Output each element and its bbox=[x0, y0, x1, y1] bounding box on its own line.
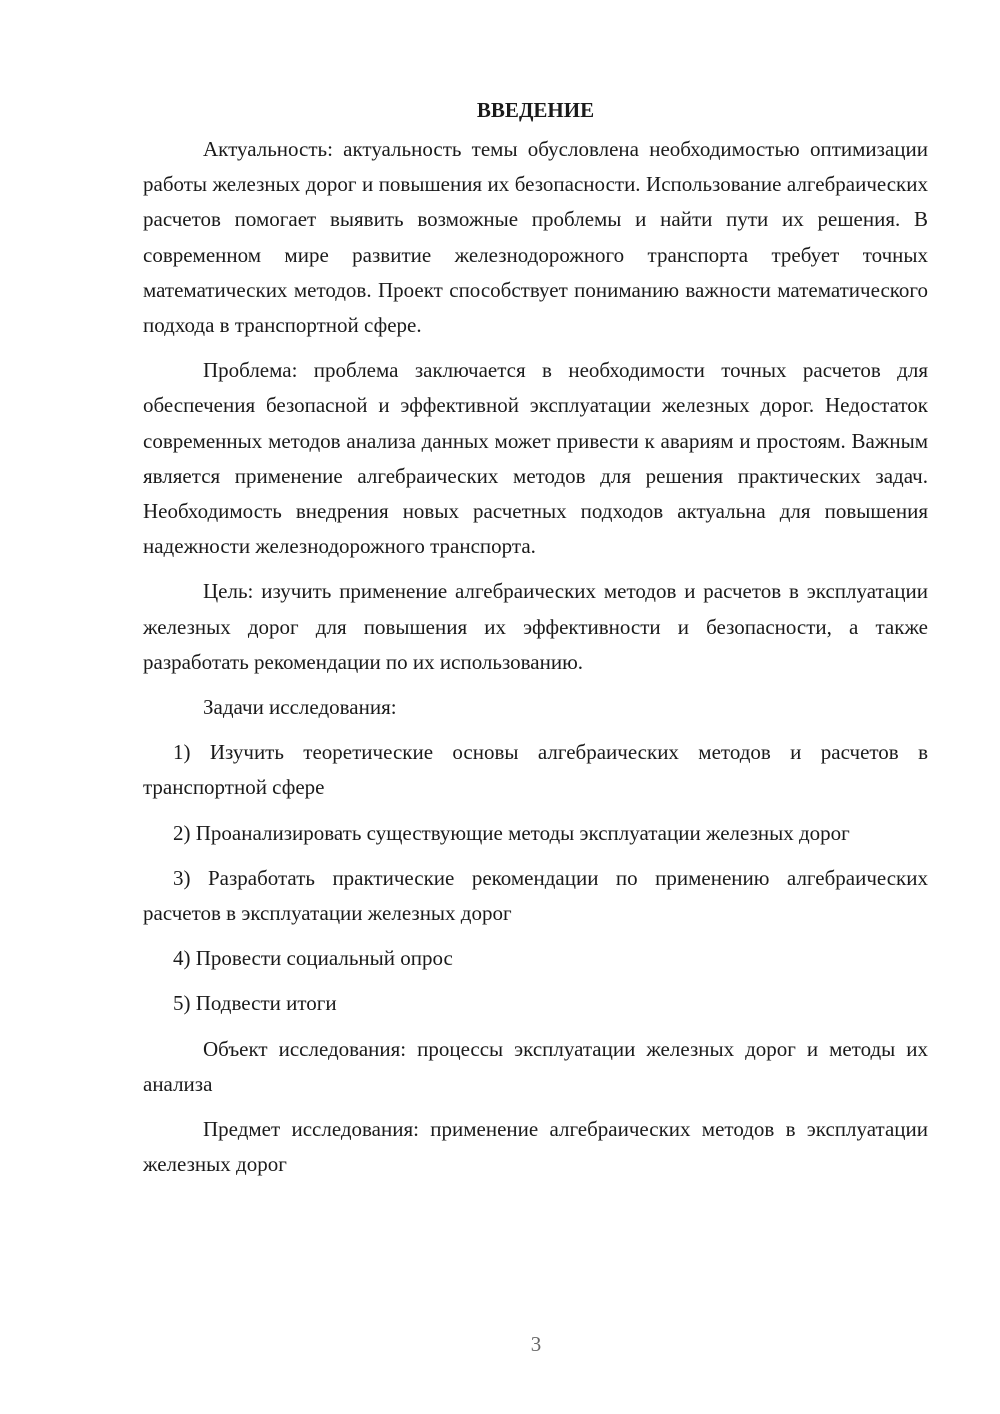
page-number: 3 bbox=[530, 1332, 542, 1356]
task-item: 5) Подвести итоги bbox=[173, 991, 337, 1016]
object-paragraph: Объект исследования: процессы эксплуатации железных дорог и методы их анализа bbox=[143, 1036, 928, 1096]
task-item: 2) Проанализировать существующие методы эксплуатации железных дорог bbox=[173, 820, 850, 845]
document-title: ВВЕДЕНИЕ bbox=[476, 98, 595, 122]
document-page bbox=[143, 88, 928, 1192]
task-item: 1) Изучить теоретические основы алгебраических методов и расчетов в транспортной сфере bbox=[143, 740, 928, 800]
task-item: 3) Разработать практические рекомендации по применению алгебраических расчетов в эксплуатации железных дорог bbox=[143, 865, 928, 926]
task-item: 4) Провести социальный опрос bbox=[173, 946, 453, 971]
tasks-heading: Задачи исследования: bbox=[203, 695, 397, 720]
relevance-paragraph: Актуальность: актуальность темы обусловлена необходимостью оптимизации работы железных дорог и повышения их безопасности. Использование алгебраических расчетов помогает выявить возможные проблемы и найти пути их решения. В современном мире развитие железнодорожного транспорта требует точных математических методов. Проект способствует пониманию важности математического подхода в транспортной сфере. bbox=[143, 137, 928, 338]
subject-paragraph: Предмет исследования: применение алгебраических методов в эксплуатации железных дорог bbox=[143, 1117, 928, 1177]
goal-paragraph: Цель: изучить применение алгебраических методов и расчетов в эксплуатации железных дорог для повышения их эффективности и безопасности, а также разработать рекомендации по их использованию. bbox=[143, 579, 928, 674]
problem-paragraph: Проблема: проблема заключается в необходимости точных расчетов для обеспечения безопасной и эффективной эксплуатации железных дорог. Недостаток современных методов анализа данных может привести к авариям и простоям. Важным является применение алгебраических методов для решения практических задач. Необходимость внедрения новых расчетных подходов актуальна для повышения надежности железнодорожного транспорта. bbox=[143, 358, 928, 559]
